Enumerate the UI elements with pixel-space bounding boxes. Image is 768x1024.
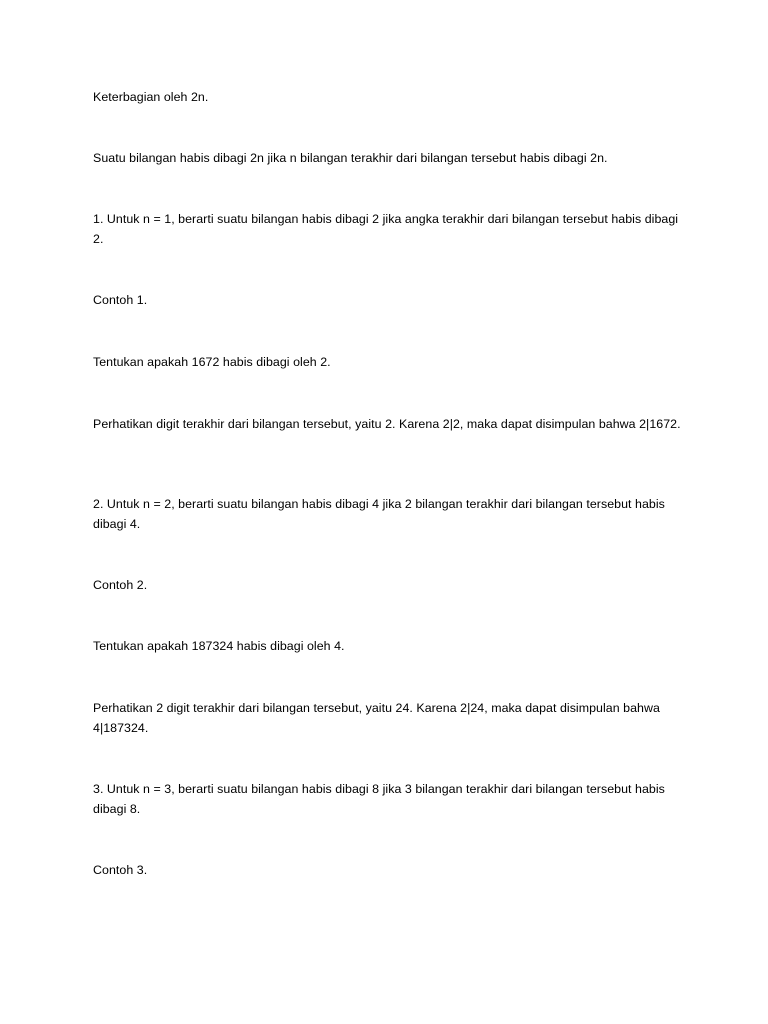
intro-paragraph: Suatu bilangan habis dibagi 2n jika n bilangan terakhir dari bilangan tersebut habis dibagi 2n. <box>93 151 608 165</box>
rule-3-paragraph: 3. Untuk n = 3, berarti suatu bilangan habis dibagi 8 jika 3 bilangan terakhir dari bilangan tersebut habis dibagi 8. <box>93 782 665 816</box>
example-1-heading: Contoh 1. <box>93 293 148 307</box>
example-2-question: Tentukan apakah 187324 habis dibagi oleh 4. <box>93 639 345 653</box>
example-1-answer: Perhatikan digit terakhir dari bilangan tersebut, yaitu 2. Karena 2|2, maka dapat disimpulan bahwa 2|1672. <box>93 417 681 431</box>
document-title: Keterbagian oleh 2n. <box>93 90 209 104</box>
example-2-heading: Contoh 2. <box>93 578 148 592</box>
example-3-heading: Contoh 3. <box>93 863 148 877</box>
example-1-question: Tentukan apakah 1672 habis dibagi oleh 2. <box>93 355 331 369</box>
rule-2-paragraph: 2. Untuk n = 2, berarti suatu bilangan habis dibagi 4 jika 2 bilangan terakhir dari bilangan tersebut habis dibagi 4. <box>93 497 665 531</box>
example-2-answer: Perhatikan 2 digit terakhir dari bilangan tersebut, yaitu 24. Karena 2|24, maka dapat disimpulan bahwa 4|187324. <box>93 701 660 735</box>
rule-1-paragraph: 1. Untuk n = 1, berarti suatu bilangan habis dibagi 2 jika angka terakhir dari bilangan tersebut habis dibagi 2. <box>93 212 679 246</box>
